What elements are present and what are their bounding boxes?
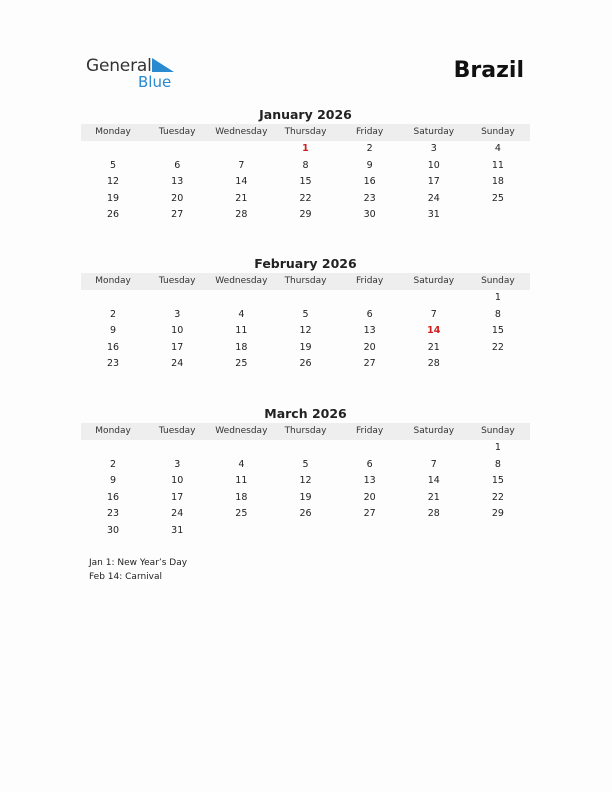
month-january xyxy=(81,106,530,224)
day-cell: 8 xyxy=(494,308,501,320)
weekday-label: Tuesday xyxy=(158,127,196,137)
empty-day-cell xyxy=(81,141,145,158)
day-cell: 18 xyxy=(491,176,504,188)
generalblue-logo xyxy=(86,56,186,92)
weekday-label: Monday xyxy=(95,276,131,286)
empty-day-cell xyxy=(466,523,530,540)
weekday-label: Sunday xyxy=(481,426,515,436)
day-cell: 21 xyxy=(427,341,440,353)
weekday-label: Monday xyxy=(95,127,131,137)
day-cell: 26 xyxy=(107,209,120,221)
day-cell: 19 xyxy=(107,192,120,204)
day-cell: 31 xyxy=(427,209,440,221)
weekday-label: Sunday xyxy=(481,127,515,137)
day-cell: 30 xyxy=(363,209,376,221)
empty-day-cell xyxy=(273,440,337,457)
empty-day-cell xyxy=(402,290,466,307)
day-cell: 6 xyxy=(366,308,373,320)
month-february xyxy=(81,255,530,373)
day-cell: 2 xyxy=(110,308,117,320)
day-cell: 4 xyxy=(494,143,501,154)
day-cell: 17 xyxy=(171,491,184,503)
day-cell: 3 xyxy=(174,308,181,320)
day-cell: 7 xyxy=(430,308,437,320)
day-cell: 17 xyxy=(427,176,440,188)
day-cell: 15 xyxy=(491,475,504,487)
weekday-header xyxy=(81,273,530,290)
empty-day-cell xyxy=(402,440,466,457)
month-march xyxy=(81,405,530,540)
day-cell: 24 xyxy=(171,358,184,370)
day-cell: 25 xyxy=(491,192,504,204)
day-cell: 25 xyxy=(235,508,248,520)
day-cell: 28 xyxy=(427,508,440,520)
empty-day-cell xyxy=(338,290,402,307)
day-cell: 1 xyxy=(494,292,501,303)
day-cell: 22 xyxy=(491,341,504,353)
logo-general-text: General xyxy=(86,56,152,76)
day-cell: 14 xyxy=(235,176,248,188)
day-cell: 18 xyxy=(235,491,248,503)
empty-day-cell xyxy=(466,207,530,224)
day-cell: 13 xyxy=(363,325,376,337)
day-cell: 24 xyxy=(171,508,184,520)
day-cell: 9 xyxy=(366,159,373,171)
weekday-label: Tuesday xyxy=(158,276,196,286)
day-cell: 16 xyxy=(107,341,120,353)
day-cell: 20 xyxy=(363,341,376,353)
day-cell: 6 xyxy=(366,458,373,470)
logo-blue-text: Blue xyxy=(138,73,172,91)
day-cell: 27 xyxy=(363,508,376,520)
weekday-label: Thursday xyxy=(284,276,327,286)
day-cell: 15 xyxy=(299,176,312,188)
weekday-label: Friday xyxy=(355,127,384,137)
day-cell: 5 xyxy=(302,458,309,470)
day-cell: 16 xyxy=(363,176,376,188)
empty-day-cell xyxy=(338,523,402,540)
day-cell: 31 xyxy=(171,524,184,536)
weekday-label: Sunday xyxy=(481,276,515,286)
day-cell: 23 xyxy=(107,508,120,520)
empty-day-cell xyxy=(209,523,273,540)
day-cell: 15 xyxy=(491,325,504,337)
day-cell: 25 xyxy=(235,358,248,370)
empty-day-cell xyxy=(209,290,273,307)
empty-day-cell xyxy=(81,290,145,307)
weekday-label: Friday xyxy=(355,426,384,436)
day-cell: 3 xyxy=(174,458,181,470)
day-cell: 29 xyxy=(299,209,312,221)
empty-day-cell xyxy=(273,290,337,307)
day-cell: 18 xyxy=(235,341,248,353)
weekday-label: Saturday xyxy=(413,127,455,137)
day-grid xyxy=(81,290,530,373)
day-cell: 8 xyxy=(494,458,501,470)
holiday-notes xyxy=(89,556,187,584)
day-cell: 23 xyxy=(363,192,376,204)
day-cell: 2 xyxy=(110,458,117,470)
day-cell: 21 xyxy=(235,192,248,204)
day-grid xyxy=(81,141,530,224)
day-cell: 1 xyxy=(302,143,309,154)
day-cell: 12 xyxy=(107,176,120,188)
day-cell: 20 xyxy=(171,192,184,204)
day-cell: 11 xyxy=(491,159,504,171)
day-cell: 23 xyxy=(107,358,120,370)
day-cell: 5 xyxy=(302,308,309,320)
day-cell: 3 xyxy=(430,143,437,154)
day-cell: 19 xyxy=(299,341,312,353)
empty-day-cell xyxy=(145,141,209,158)
day-cell: 10 xyxy=(427,159,440,171)
day-cell: 13 xyxy=(363,475,376,487)
day-cell: 21 xyxy=(427,491,440,503)
weekday-label: Saturday xyxy=(413,276,455,286)
day-cell: 19 xyxy=(299,491,312,503)
day-cell: 20 xyxy=(363,491,376,503)
day-cell: 17 xyxy=(171,341,184,353)
day-cell: 10 xyxy=(171,325,184,337)
weekday-label: Monday xyxy=(95,426,131,436)
day-cell: 2 xyxy=(366,143,373,154)
weekday-label: Tuesday xyxy=(158,426,196,436)
day-cell: 14 xyxy=(427,325,441,337)
day-cell: 11 xyxy=(235,475,248,487)
day-cell: 6 xyxy=(174,159,181,171)
empty-day-cell xyxy=(209,440,273,457)
day-cell: 22 xyxy=(491,491,504,503)
day-cell: 22 xyxy=(299,192,312,204)
empty-day-cell xyxy=(145,440,209,457)
empty-day-cell xyxy=(209,141,273,158)
month-title: March 2026 xyxy=(264,406,347,421)
holiday-note: Jan 1: New Year’s Day xyxy=(89,558,188,568)
day-cell: 26 xyxy=(299,358,312,370)
empty-day-cell xyxy=(338,440,402,457)
day-cell: 13 xyxy=(171,176,184,188)
day-cell: 5 xyxy=(110,159,117,171)
day-cell: 27 xyxy=(363,358,376,370)
day-cell: 9 xyxy=(110,325,117,337)
day-grid xyxy=(81,440,530,540)
day-cell: 7 xyxy=(238,159,245,171)
weekday-label: Friday xyxy=(355,276,384,286)
weekday-label: Wednesday xyxy=(215,276,268,286)
logo-triangle-icon xyxy=(152,58,176,74)
day-cell: 4 xyxy=(238,458,245,470)
empty-day-cell xyxy=(466,356,530,373)
weekday-header xyxy=(81,423,530,440)
day-cell: 4 xyxy=(238,308,245,320)
day-cell: 10 xyxy=(171,475,184,487)
day-cell: 9 xyxy=(110,475,117,487)
day-cell: 12 xyxy=(299,325,312,337)
empty-day-cell xyxy=(273,523,337,540)
weekday-label: Saturday xyxy=(413,426,455,436)
day-cell: 28 xyxy=(235,209,248,221)
day-cell: 14 xyxy=(427,475,440,487)
day-cell: 27 xyxy=(171,209,184,221)
day-cell: 26 xyxy=(299,508,312,520)
country-title: Brazil xyxy=(453,58,524,83)
day-cell: 11 xyxy=(235,325,248,337)
day-cell: 16 xyxy=(107,491,120,503)
empty-day-cell xyxy=(402,523,466,540)
weekday-label: Wednesday xyxy=(215,127,268,137)
day-cell: 7 xyxy=(430,458,437,470)
day-cell: 28 xyxy=(427,358,440,370)
day-cell: 29 xyxy=(491,508,504,520)
day-cell: 12 xyxy=(299,475,312,487)
empty-day-cell xyxy=(81,440,145,457)
day-cell: 30 xyxy=(107,524,120,536)
empty-day-cell xyxy=(145,290,209,307)
month-title: February 2026 xyxy=(254,256,357,271)
month-title: January 2026 xyxy=(259,107,352,122)
holiday-note: Feb 14: Carnival xyxy=(89,572,163,582)
weekday-label: Thursday xyxy=(284,426,327,436)
weekday-header xyxy=(81,124,530,141)
day-cell: 8 xyxy=(302,159,309,171)
day-cell: 1 xyxy=(494,442,501,453)
weekday-label: Wednesday xyxy=(215,426,268,436)
weekday-label: Thursday xyxy=(284,127,327,137)
day-cell: 24 xyxy=(427,192,440,204)
